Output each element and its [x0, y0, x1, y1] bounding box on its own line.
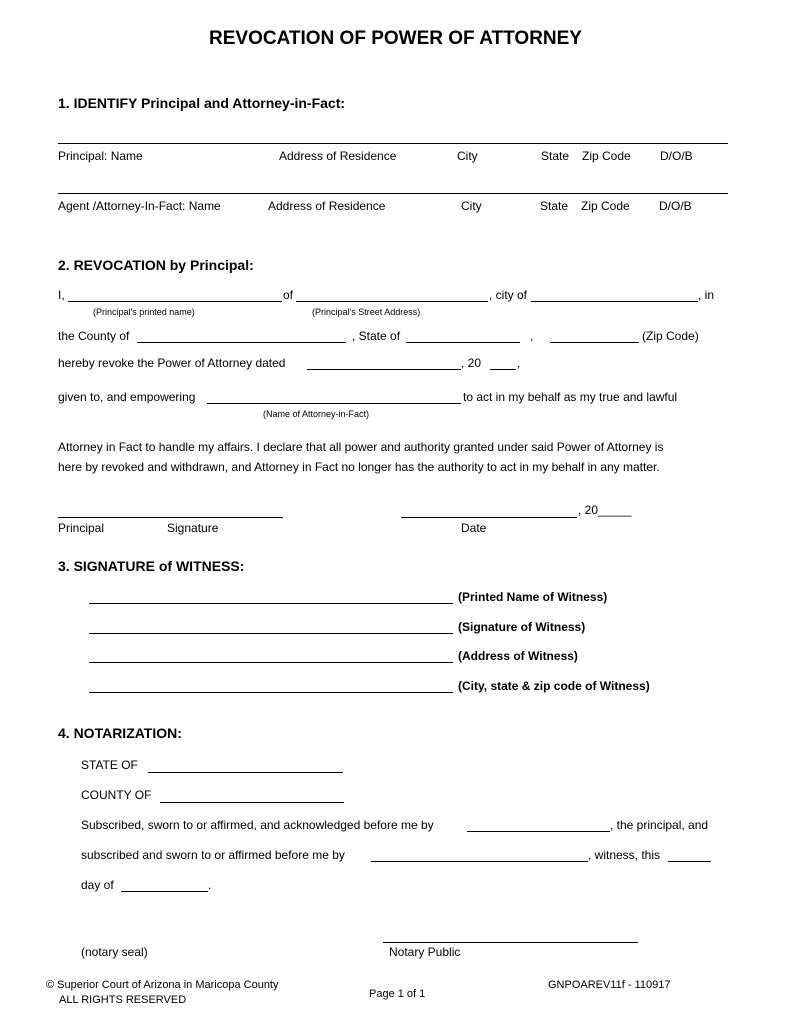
- footer-copyright: © Superior Court of Arizona in Maricopa County: [46, 979, 279, 991]
- agent-city-label: City: [461, 199, 482, 213]
- principal-address-label: Address of Residence: [279, 149, 397, 163]
- principal-city-field[interactable]: [531, 301, 698, 302]
- in-text: , in: [698, 288, 715, 302]
- document-title: REVOCATION OF POWER OF ATTORNEY: [209, 28, 582, 49]
- state-of-label: STATE OF: [81, 758, 138, 772]
- day-number-field[interactable]: [668, 861, 711, 862]
- principal-dob-label: D/O/B: [660, 149, 693, 163]
- twenty-text: , 20: [461, 356, 482, 370]
- principal-signature-field[interactable]: [58, 517, 283, 518]
- principal-info-line[interactable]: [58, 143, 728, 144]
- witness-printed-name-field[interactable]: [89, 603, 453, 604]
- i-text: I,: [58, 288, 65, 302]
- witness-signature-field[interactable]: [89, 633, 453, 634]
- agent-address-label: Address of Residence: [268, 199, 386, 213]
- signature-date-field[interactable]: [401, 517, 577, 518]
- signature-twenty-text: , 20_____: [578, 503, 632, 517]
- the-principal-text: , the principal, and: [610, 818, 709, 832]
- witness-city-state-zip-field[interactable]: [89, 692, 453, 693]
- subscribed-principal-text: Subscribed, sworn to or affirmed, and acknowledged before me by: [81, 818, 434, 832]
- principal-street-address-field[interactable]: [296, 301, 488, 302]
- section-1-heading: 1. IDENTIFY Principal and Attorney-in-Fact:: [58, 95, 346, 111]
- poa-date-field[interactable]: [307, 369, 461, 370]
- comma-text: ,: [530, 329, 534, 343]
- date-label: Date: [461, 521, 487, 535]
- witness-city-state-zip-label: (City, state & zip code of Witness): [458, 679, 650, 693]
- witness-address-field[interactable]: [89, 662, 453, 663]
- footer-page-number: Page 1 of 1: [369, 988, 426, 1000]
- county-field[interactable]: [137, 342, 346, 343]
- principal-city-label: City: [457, 149, 478, 163]
- county-of-text: the County of: [58, 329, 130, 343]
- principal-name-hint: (Principal's printed name): [93, 307, 195, 317]
- notary-state-field[interactable]: [148, 772, 343, 773]
- paragraph-line-1: Attorney in Fact to handle my affairs. I declare that all power and authority granted under said Power of Attorney is: [58, 440, 664, 454]
- month-field[interactable]: [121, 891, 208, 892]
- of-text: of: [283, 288, 294, 302]
- paragraph-line-2: here by revoked and withdrawn, and Attorney in Fact no longer has the authority to act in my behalf in any matter.: [58, 460, 660, 474]
- comma-end-text: ,: [517, 356, 521, 370]
- agent-dob-label: D/O/B: [659, 199, 692, 213]
- agent-info-line[interactable]: [58, 193, 728, 194]
- agent-name-label: Agent /Attorney-In-Fact: Name: [58, 199, 221, 213]
- principal-label: Principal: [58, 521, 105, 535]
- poa-year-field[interactable]: [490, 369, 516, 370]
- zip-code-hint: (Zip Code): [642, 329, 699, 343]
- section-3-heading: 3. SIGNATURE of WITNESS:: [58, 558, 245, 574]
- state-field[interactable]: [406, 342, 520, 343]
- revoke-text: hereby revoke the Power of Attorney dated: [58, 356, 286, 370]
- signature-label: Signature: [167, 521, 219, 535]
- witness-sworn-field[interactable]: [371, 861, 588, 862]
- subscribed-witness-text: subscribed and sworn to or affirmed before me by: [81, 848, 345, 862]
- footer-rights: ALL RIGHTS RESERVED: [59, 994, 187, 1006]
- agent-zip-label: Zip Code: [581, 199, 630, 213]
- principal-name-label: Principal: Name: [58, 149, 143, 163]
- principal-state-label: State: [541, 149, 570, 163]
- principal-acknowledged-field[interactable]: [467, 831, 610, 832]
- principal-address-hint: (Principal's Street Address): [312, 307, 421, 317]
- section-2-heading: 2. REVOCATION by Principal:: [58, 257, 254, 273]
- day-of-period: .: [208, 878, 212, 892]
- day-of-text: day of: [81, 878, 114, 892]
- notary-county-field[interactable]: [160, 802, 344, 803]
- state-of-text: , State of: [352, 329, 401, 343]
- witness-signature-label: (Signature of Witness): [458, 620, 586, 634]
- zip-field[interactable]: [550, 342, 639, 343]
- notary-public-signature-field[interactable]: [383, 942, 638, 943]
- principal-printed-name-field[interactable]: [68, 301, 282, 302]
- county-of-label: COUNTY OF: [81, 788, 152, 802]
- notary-seal-label: (notary seal): [81, 945, 148, 959]
- witness-this-text: , witness, this: [588, 848, 661, 862]
- agent-state-label: State: [540, 199, 569, 213]
- act-in-behalf-text: to act in my behalf as my true and lawful: [463, 390, 678, 404]
- attorney-name-hint: (Name of Attorney-in-Fact): [263, 409, 370, 419]
- section-4-heading: 4. NOTARIZATION:: [58, 725, 182, 741]
- empowering-text: given to, and empowering: [58, 390, 196, 404]
- notary-public-label: Notary Public: [389, 945, 461, 959]
- witness-printed-name-label: (Printed Name of Witness): [458, 590, 608, 604]
- footer-form-code: GNPOAREV11f - 110917: [548, 979, 671, 991]
- witness-address-label: (Address of Witness): [458, 649, 578, 663]
- city-of-text: , city of: [489, 288, 528, 302]
- attorney-name-field[interactable]: [207, 403, 461, 404]
- principal-zip-label: Zip Code: [582, 149, 631, 163]
